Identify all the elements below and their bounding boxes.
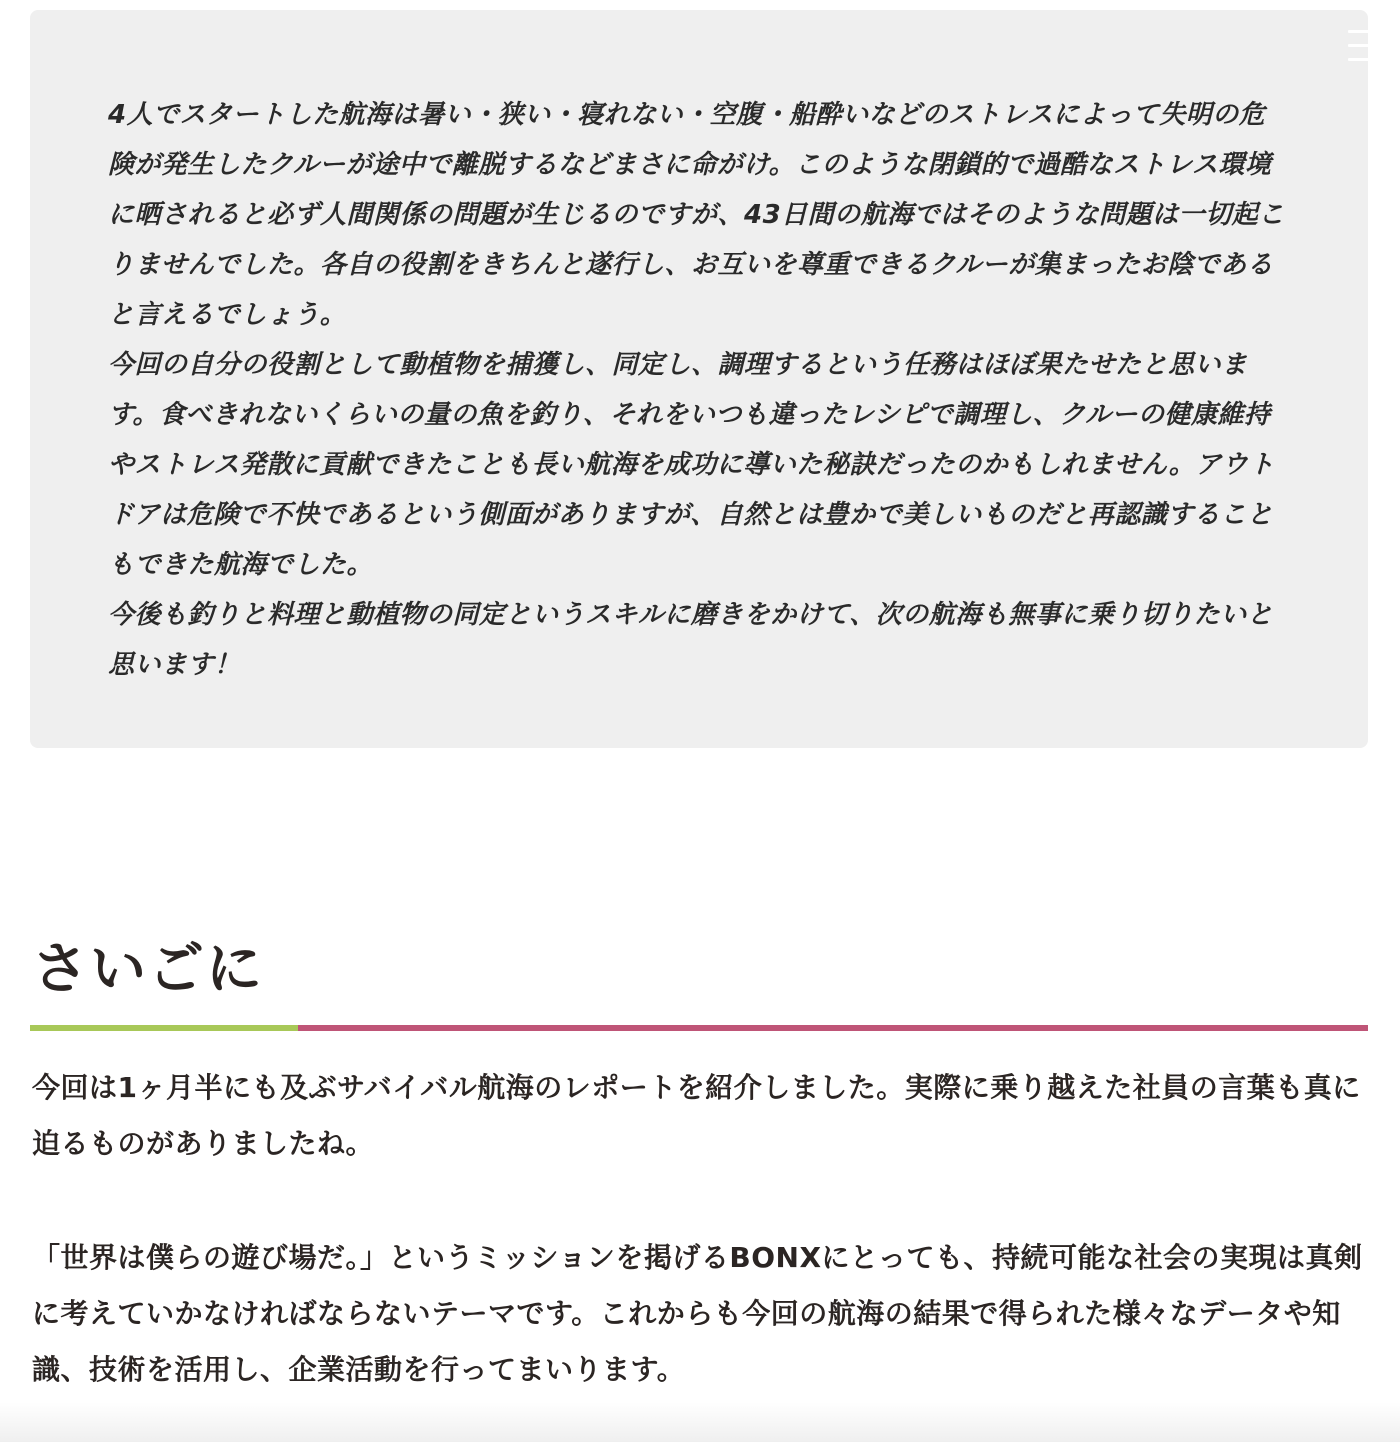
heading-underline <box>30 1025 1368 1031</box>
menu-bar-top <box>1348 30 1388 33</box>
quote-paragraph-3: 今後も釣りと料理と動植物の同定というスキルに磨きをかけて、次の航海も無事に乗り切りたいと思います！ <box>108 600 1274 680</box>
quote-box <box>30 10 1368 748</box>
body-paragraph-2: 「世界は僕らの遊び場だ。」というミッションを掲げるBONXにとっても、持続可能な社会の実現は真剣に考えていかなければならないテーマです。これからも今回の航海の結果で得られた様々なデータや知識、技術を活用し、企業活動を行ってまいります。 <box>32 1241 1363 1386</box>
menu-bar-bottom <box>1348 58 1388 61</box>
quote-paragraph-1: 4人でスタートした航海は暑い・狭い・寝れない・空腹・船酔いなどのストレスによって失明の危険が発生したクルーが途中で離脱するなどまさに命がけ。このような閉鎖的で過酷なストレス環境に晒されると必ず人間関係の問題が生じるのですが、43日間の航海ではそのような問題は一切起こりませんでした。各自の役割をきちんと遂行し、お互いを尊重できるクルーが集まったお陰であると言えるでしょう。 <box>108 100 1285 330</box>
quote-paragraph-2: 今回の自分の役割として動植物を捕獲し、同定し、調理するという任務はほぼ果たせたと思います。食べきれないくらいの量の魚を釣り、それをいつも違ったレシピで調理し、クルーの健康維持やストレス発散に貢献できたことも長い航海を成功に導いた秘訣だったのかもしれません。アウトドアは危険で不快であるという側面がありますが、自然とは豊かで美しいものだと再認識することもできた航海でした。 <box>108 350 1275 580</box>
menu-bar-middle <box>1348 44 1388 47</box>
section-body <box>32 1060 1368 1456</box>
section-heading: さいごに <box>32 937 264 1002</box>
heading-underline-accent <box>30 1025 298 1031</box>
heading-underline-main <box>298 1025 1368 1031</box>
body-paragraph-1: 今回は1ヶ月半にも及ぶサバイバル航海のレポートを紹介しました。実際に乗り越えた社員の言葉も真に迫るものがありましたね。 <box>32 1071 1361 1160</box>
hamburger-menu-icon[interactable] <box>1348 30 1388 70</box>
